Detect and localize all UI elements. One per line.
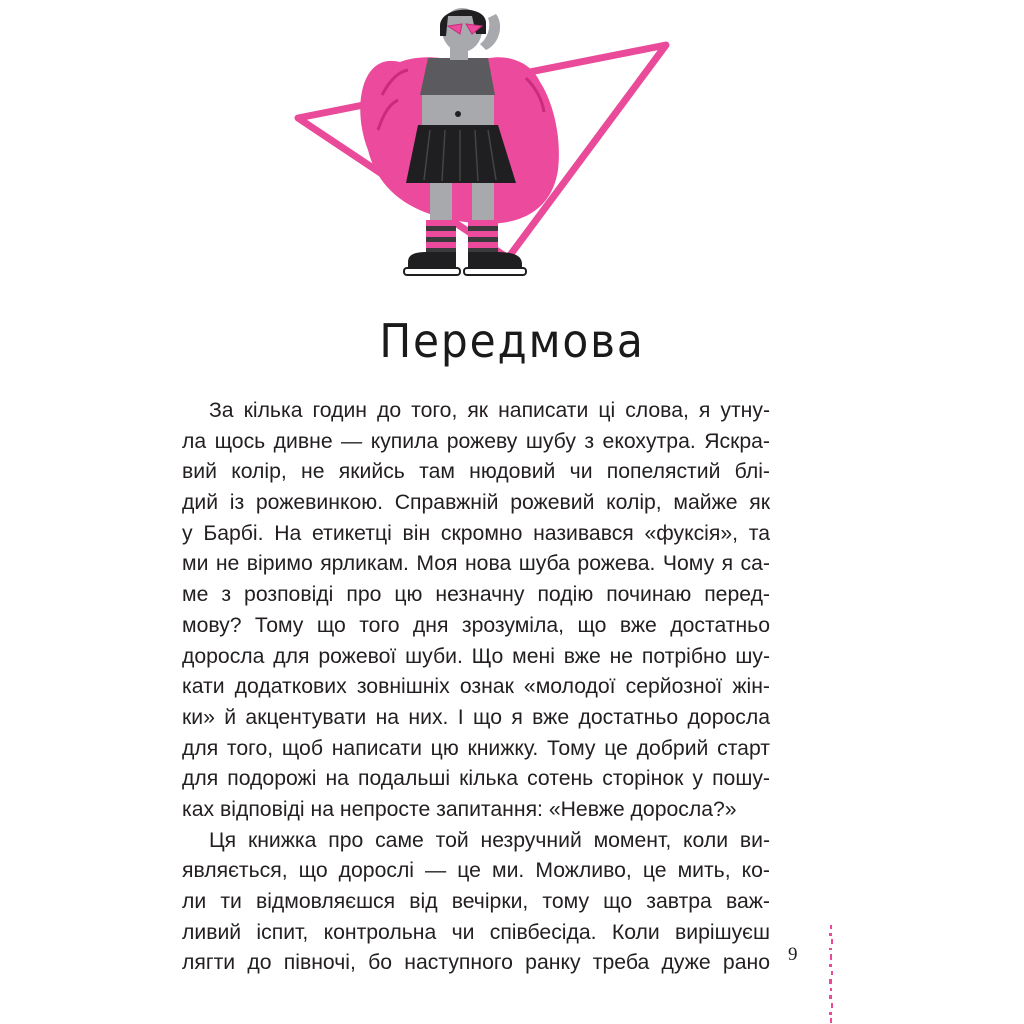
text-line: вий колір, не якийсь там нюдовий чи попелястий блі- [182,460,770,484]
text-line: для подорожі на подальші кілька сотень сторінок у пошу- [182,767,770,791]
text-line: ках відповіді на непросте запитання: «Невже доросла?» [182,797,737,821]
text-line: лягти до півночі, бо наступного ранку треба дуже рано [182,951,770,975]
text-line: доросла для рожевої шуби. Що мені вже не потрібно шу- [182,644,770,668]
text-line: ла щось дивне — купила рожеву шубу з екохутра. Яскра- [182,429,770,453]
page-edge-marks [826,925,838,1024]
text-line: За кілька годин до того, як написати ці слова, я утну- [209,399,770,422]
text-line: ливий іспит, контрольна чи співбесіда. Коли вирішуєш [182,920,770,944]
woman-in-pink-coat-illustration [290,0,680,285]
text-line: ми не віримо ярликам. Моя нова шуба рожева. Чому я са- [182,552,770,576]
black-skirt [406,125,516,183]
text-line: для того, щоб написати цю книжку. Тому це добрий старт [182,736,770,760]
text-line: ме з розповіді про цю незначну подію починаю перед- [182,583,770,607]
text-line: являється, що дорослі — це ми. Можливо, це мить, ко- [182,859,770,883]
text-line: дий із рожевинкою. Справжній рожевий колір, майже як [182,491,770,515]
text-line: мову? Тому що того дня зрозуміла, що вже достатньо [182,613,770,637]
gray-top [420,58,495,95]
midriff [422,95,494,125]
chapter-title: Передмова [379,313,645,368]
text-line: ки» й акцентувати на них. І що я вже достатньо доросла [182,705,770,729]
text-line: у Барбі. На етикетці він скромно називався «фуксія», та [182,521,770,545]
text-line: Ця книжка про саме той незручний момент, коли ви- [209,828,770,852]
text-line: ли ти відмовляєшся від вечірки, тому що завтра важ- [182,890,770,913]
page-number: 9 [788,944,798,965]
body-text [182,396,770,979]
text-line: кати додаткових зовнішніх ознак «молодої серйозної жін- [182,675,770,699]
